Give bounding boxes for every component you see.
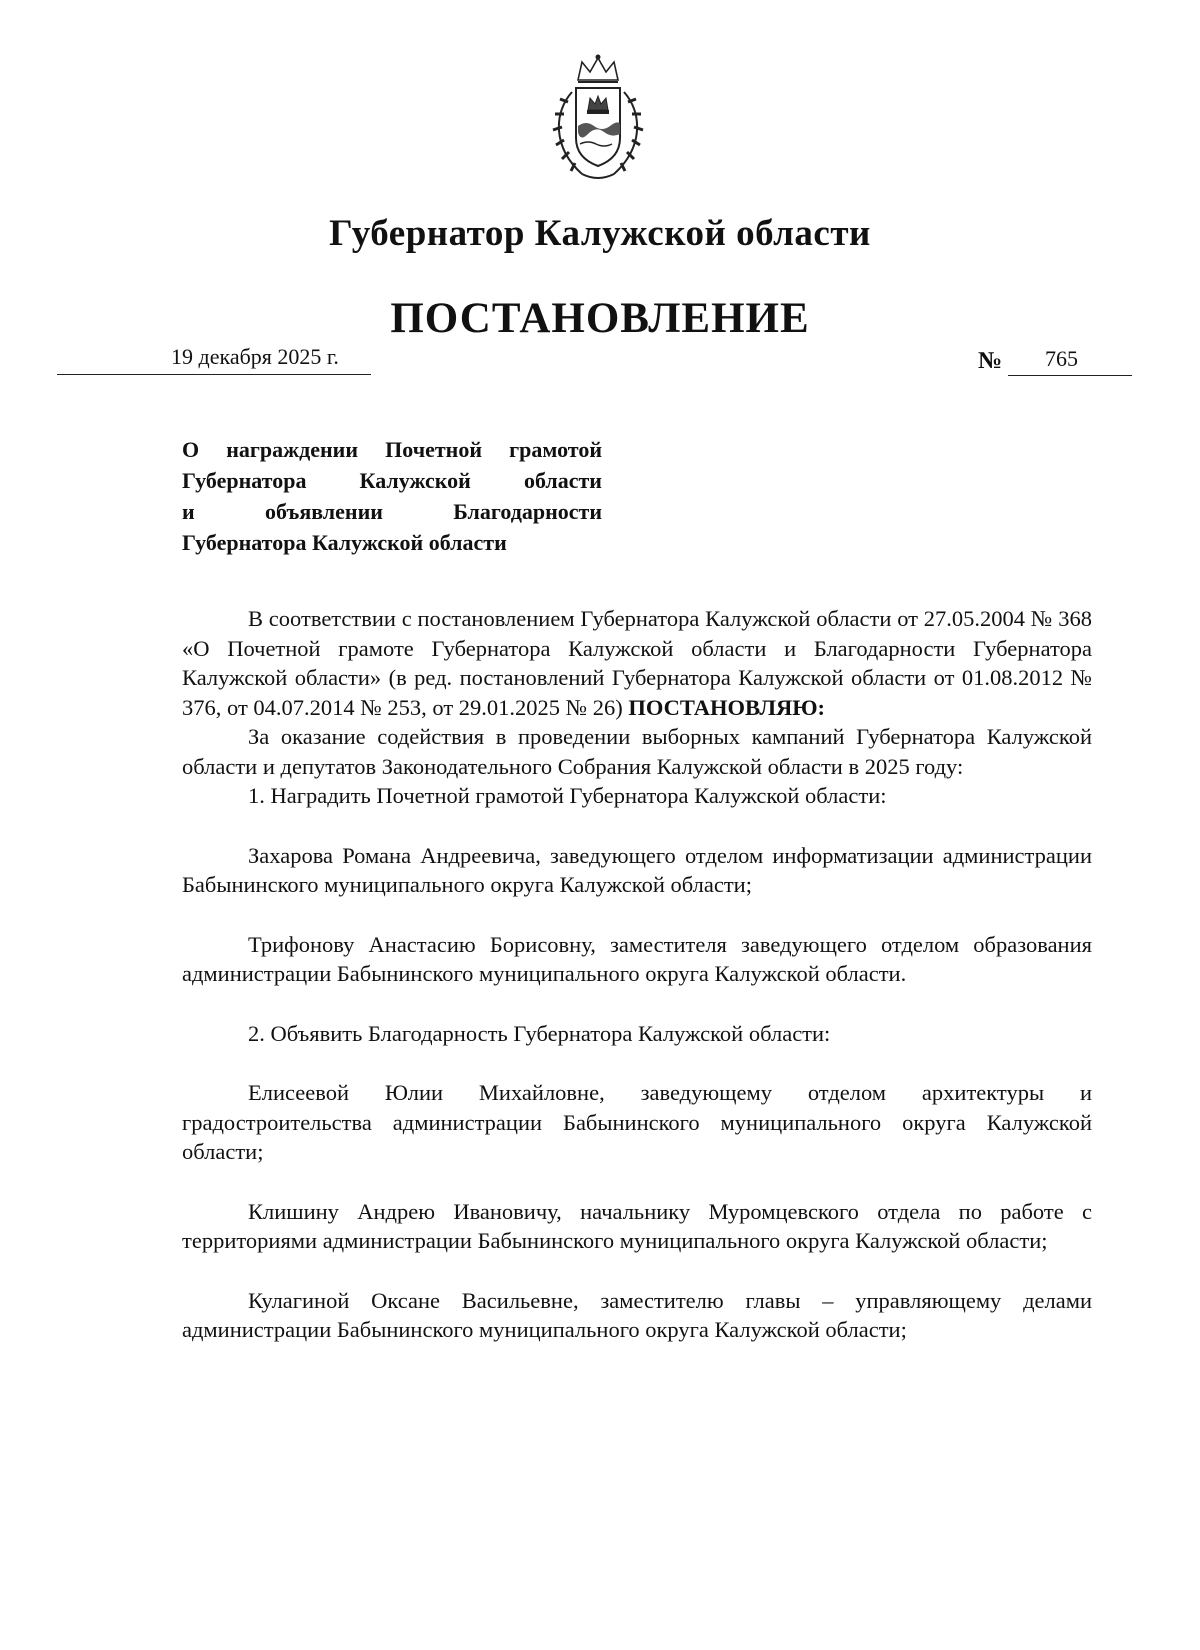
spacer	[182, 900, 1092, 930]
subject-line: Губернатора Калужской области	[182, 530, 507, 555]
item-1-title: 1. Наградить Почетной грамотой Губернатора Калужской области:	[248, 783, 887, 808]
spacer	[182, 1167, 1092, 1197]
reason-paragraph: За оказание содействия в проведении выборных кампаний Губернатора Калужской области и депутатов Законодательного Собрания Калужской области в 2025 году:	[182, 724, 1092, 779]
spacer	[182, 1256, 1092, 1286]
preamble-text: В соответствии с постановлением Губернатора Калужской области от 27.05.2004 № 368 «О Почетной грамоте Губернатора Калужской области и Благодарности Губернатора Калужской области» (в ред. постановлений Губернатора Калужской области от 01.08.2012 № 376, от 04.07.2014 № 253, от 29.01.2025 № 26)	[182, 606, 1092, 720]
gratitude-person-paragraph: Клишину Андрею Ивановичу, начальнику Муромцевского отдела по работе с территориями администрации Бабынинского муниципального округа Калужской области;	[182, 1198, 1092, 1253]
subject-line: и объявлении Благодарности	[182, 499, 602, 524]
document-type-title: ПОСТАНОВЛЕНИЕ	[390, 295, 810, 342]
kaluga-coat-of-arms-icon	[542, 52, 654, 187]
award-person-paragraph: Трифонову Анастасию Борисовну, заместителя заведующего отделом образования администрации Бабынинского муниципального округа Калужской области.	[182, 931, 1092, 986]
gratitude-person-paragraph: Елисеевой Юлии Михайловне, заведующему отделом архитектуры и градостроительства администрации Бабынинского муниципального округа Калужской области;	[182, 1080, 1092, 1164]
award-person-paragraph: Захарова Романа Андреевича, заведующего отделом информатизации администрации Бабынинского муниципального округа Калужской области;	[182, 842, 1092, 897]
document-number: 765	[1045, 346, 1078, 371]
document-body	[182, 604, 1092, 1345]
number-underline	[1008, 375, 1132, 376]
number-sign: №	[978, 348, 1003, 374]
subject-line: О награждении Почетной грамотой	[182, 437, 602, 462]
decree-word: ПОСТАНОВЛЯЮ:	[628, 694, 826, 720]
document-subject	[182, 434, 602, 558]
spacer	[182, 811, 1092, 841]
document-date-field	[57, 344, 371, 375]
item-2-title: 2. Объявить Благодарность Губернатора Калужской области:	[248, 1020, 831, 1046]
gratitude-person-paragraph: Кулагиной Оксане Васильевне, заместителю главы – управляющему делами администрации Бабынинского муниципального округа Калужской области;	[182, 1287, 1092, 1342]
document-number-field	[978, 346, 1132, 376]
issuing-authority: Губернатор Калужской области	[329, 213, 871, 254]
subject-line: Губернатора Калужской области	[182, 468, 602, 493]
spacer	[182, 1048, 1092, 1078]
document-date: 19 декабря 2025 г.	[171, 344, 339, 369]
preamble-paragraph	[182, 604, 1092, 722]
spacer	[182, 989, 1092, 1019]
